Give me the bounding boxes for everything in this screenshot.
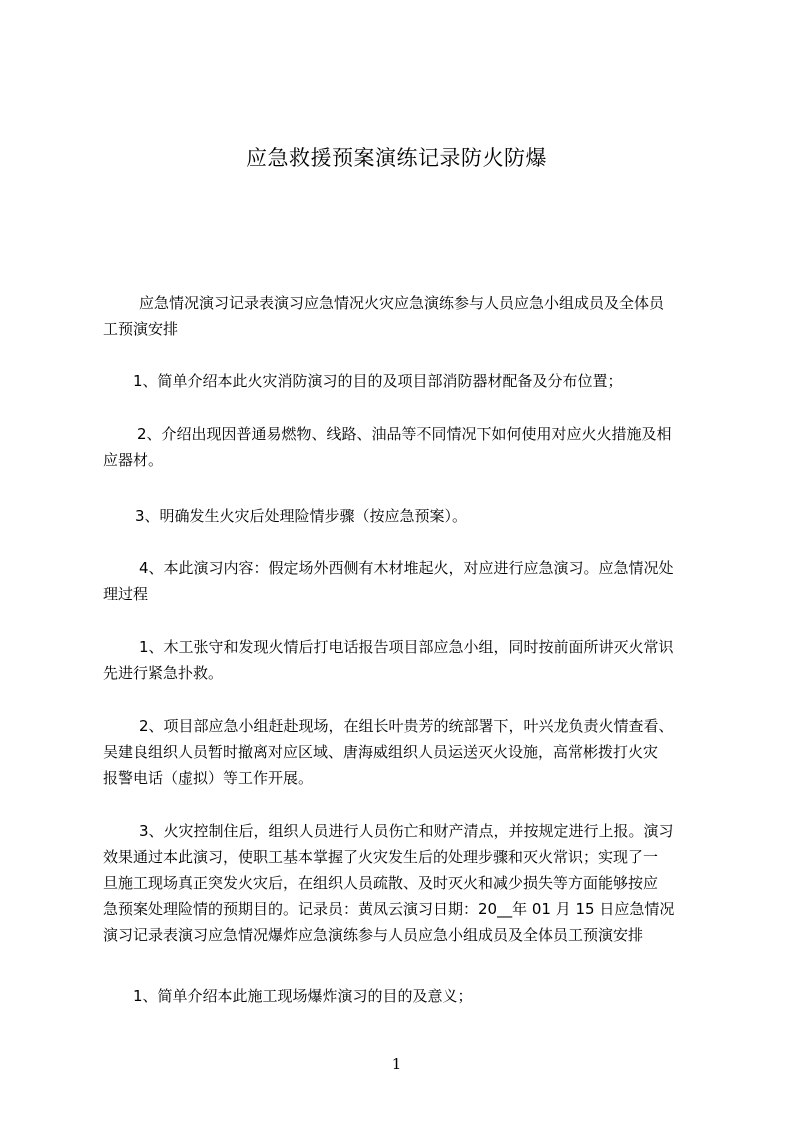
text-line: 1、简单介绍本此火灾消防演习的目的及项目部消防器材配备及分布位置； [133, 372, 623, 390]
text-line: 3、明确发生火灾后处理险情步骤（按应急预案）。 [135, 507, 468, 525]
text-line: 旦施工现场真正突发火灾后，在组织人员疏散、及时灭火和减少损失等方面能够按应 [103, 874, 659, 892]
page-number: 1 [391, 1055, 402, 1073]
paragraph-intro [103, 290, 713, 342]
text-line: 1、木工张守和发现火情后打电话报告项目部应急小组，同时按前面所讲灭火常识 [139, 638, 674, 656]
text-line: 4、本此演习内容：假定场外西侧有木材堆起火，对应进行应急演习。应急情况处 [139, 559, 674, 577]
text-line: 吴建良组织人员暂时撤离对应区域、唐海威组织人员运送灭火设施，高常彬拨打火灾 [103, 743, 659, 761]
paragraph-item [103, 818, 713, 948]
paragraph-item [103, 503, 713, 529]
text-line: 急预案处理险情的预期目的。记录员：黄凤云演习日期：20__年 01 月 15 日应急情况 [103, 900, 675, 918]
paragraph-item [103, 368, 713, 394]
paragraph-item [103, 713, 713, 791]
text-line: 应急情况演习记录表演习应急情况火灾应急演练参与人员应急小组成员及全体员 [139, 294, 665, 312]
text-line: 应器材。 [103, 451, 164, 469]
text-line: 理过程 [103, 585, 149, 603]
text-line: 演习记录表演习应急情况爆炸应急演练参与人员应急小组成员及全体员工预演安排 [103, 926, 644, 944]
text-line: 2、介绍出现因普通易燃物、线路、油品等不同情况下如何使用对应火火措施及相 [137, 425, 672, 443]
text-line: 工预演安排 [103, 320, 179, 338]
paragraph-item [103, 634, 713, 686]
text-line: 1、简单介绍本此施工现场爆炸演习的目的及意义； [133, 987, 473, 1005]
paragraph-item [103, 983, 713, 1009]
text-line: 先进行紧急扑救。 [103, 664, 224, 682]
text-line: 效果通过本此演习，使职工基本掌握了火灾发生后的处理步骤和灭火常识；实现了一 [103, 848, 659, 866]
text-line: 报警电话（虚拟）等工作开展。 [103, 769, 314, 787]
paragraph-item [103, 555, 713, 607]
text-line: 2、项目部应急小组赶赴现场，在组长叶贵芳的统部署下，叶兴龙负责火情查看、 [139, 717, 674, 735]
text-line: 3、火灾控制住后，组织人员进行人员伤亡和财产清点，并按规定进行上报。演习 [139, 822, 674, 840]
document-title: 应急救援预案演练记录防火防爆 [246, 146, 547, 170]
paragraph-item [103, 421, 713, 473]
